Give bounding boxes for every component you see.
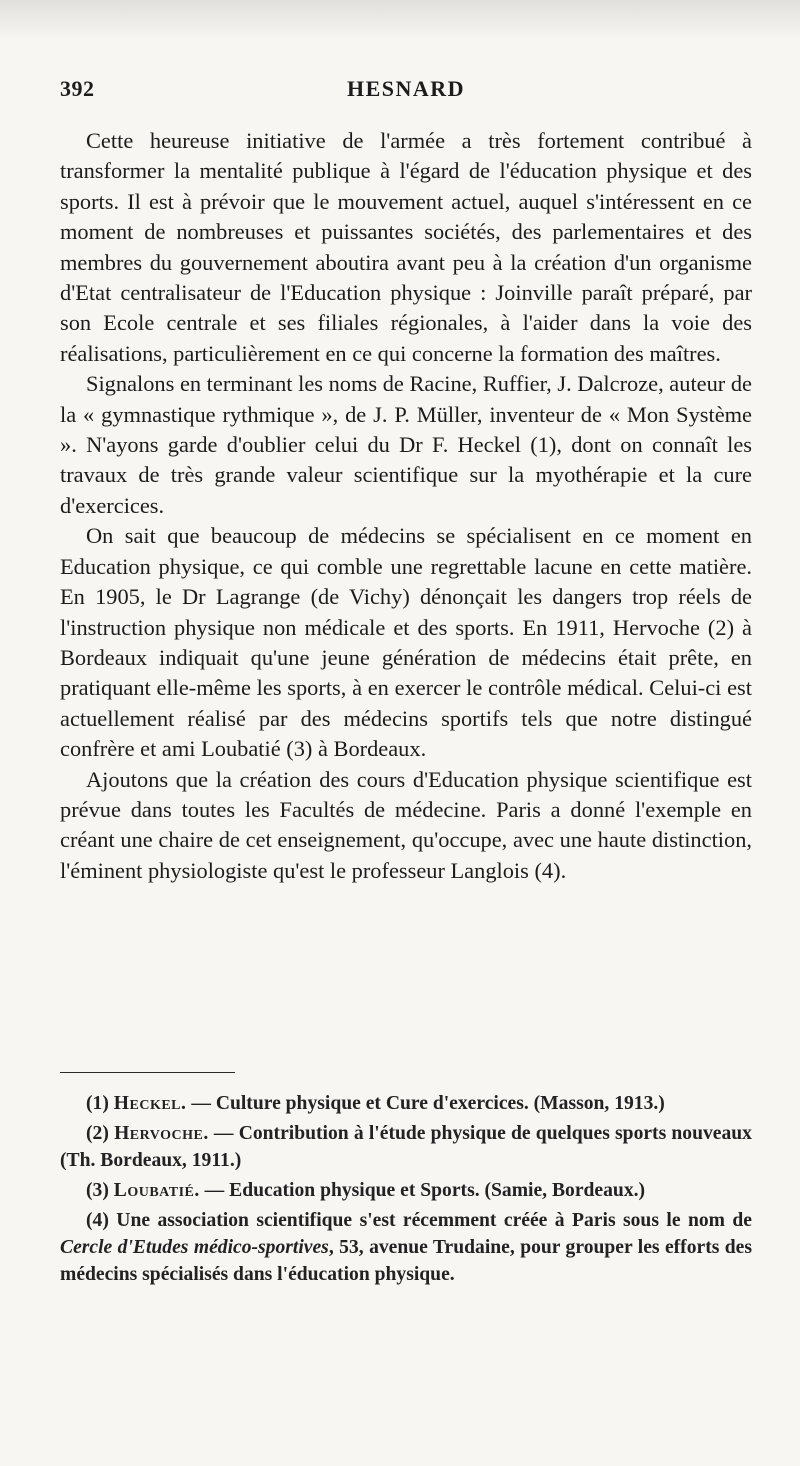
footnote-divider xyxy=(60,1072,235,1073)
paragraph-4: Ajoutons que la création des cours d'Education physique scientifique est prévue dans toutes les Facultés de médecine. Paris a donné l'exemple en créant une chaire de cet enseignement, qu'occupe, avec une haute distinction, l'éminent physiologiste qu'est le professeur Langlois (4). xyxy=(60,766,752,883)
footnote-number: (2) xyxy=(86,1123,109,1144)
footnote-text: Une association scientifique s'est récemment créée à Paris sous le nom de xyxy=(108,1210,752,1231)
footnote-text: — Education physique et Sports. (Samie, Bordeaux.) xyxy=(199,1180,646,1201)
paragraph-1: Cette heureuse initiative de l'armée a très fortement contribué à transformer la mentalité publique à l'égard de l'éducation physique et des sports. Il est à prévoir que le mouvement actuel, auquel s'intéressent en ce moment de nombreuses et puissantes sociétés, des parlementaires et des membres du gouvernement aboutira avant peu à la création d'un organisme d'Etat centralisateur de l'Education physique : Joinville paraît préparé, par son Ecole centrale et ses filiales régionales, à l'aider dans la voie des réalisations, particulièrement en ce qui concerne la formation des maîtres. xyxy=(60,128,752,366)
footnote-3 xyxy=(60,1177,752,1204)
paragraph-2: Signalons en terminant les noms de Racine, Ruffier, J. Dalcroze, auteur de la « gymnastique rythmique », de J. P. Müller, inventeur de « Mon Système ». N'ayons garde d'oublier celui du Dr F. Heckel (1), dont on connaît les travaux de très grande valeur scientifique sur la myothérapie et la cure d'exercices. xyxy=(60,371,752,518)
footnote-text: , 53, avenue Trudaine, pour grouper les efforts des médecins spécialisés dans l'éducation physique. xyxy=(60,1237,752,1285)
page-header xyxy=(60,76,752,110)
paragraph-3: On sait que beaucoup de médecins se spécialisent en ce moment en Education physique, ce qui comble une regrettable lacune en cette matière. En 1905, le Dr Lagrange (de Vichy) dénonçait les dangers trop réels de l'instruction physique non médicale et des sports. En 1911, Hervoche (2) à Bordeaux indiquait qu'une jeune génération de médecins était prête, en pratiquant elle-même les sports, à en exercer le contrôle médical. Celui-ci est actuellement réalisé par des médecins sportifs tels que notre distingué confrère et ami Loubatié (3) à Bordeaux. xyxy=(60,523,752,762)
scan-edge-shadow xyxy=(0,0,800,40)
footnote-4 xyxy=(60,1207,752,1288)
running-head: HESNARD xyxy=(346,76,466,101)
footnote-number: (1) xyxy=(86,1093,109,1114)
footnote-number: (3) xyxy=(86,1180,109,1201)
footnote-author: Loubatié. xyxy=(113,1180,200,1201)
footnotes xyxy=(60,1090,752,1291)
footnote-1 xyxy=(60,1090,752,1117)
footnote-2 xyxy=(60,1120,752,1174)
footnote-italic-title: Cercle d'Etudes médico-sportives xyxy=(60,1237,329,1258)
footnote-author: Hervoche. xyxy=(114,1123,209,1144)
footnote-text: — Contribution à l'étude physique de quelques sports nouveaux (Th. Bordeaux, 1911.) xyxy=(60,1123,752,1171)
main-text xyxy=(60,126,752,886)
footnote-text: — Culture physique et Cure d'exercices. (Masson, 1913.) xyxy=(186,1093,665,1114)
page-number: 392 xyxy=(60,76,95,101)
footnote-number: (4) xyxy=(86,1210,109,1231)
footnote-author: Heckel. xyxy=(113,1093,187,1114)
